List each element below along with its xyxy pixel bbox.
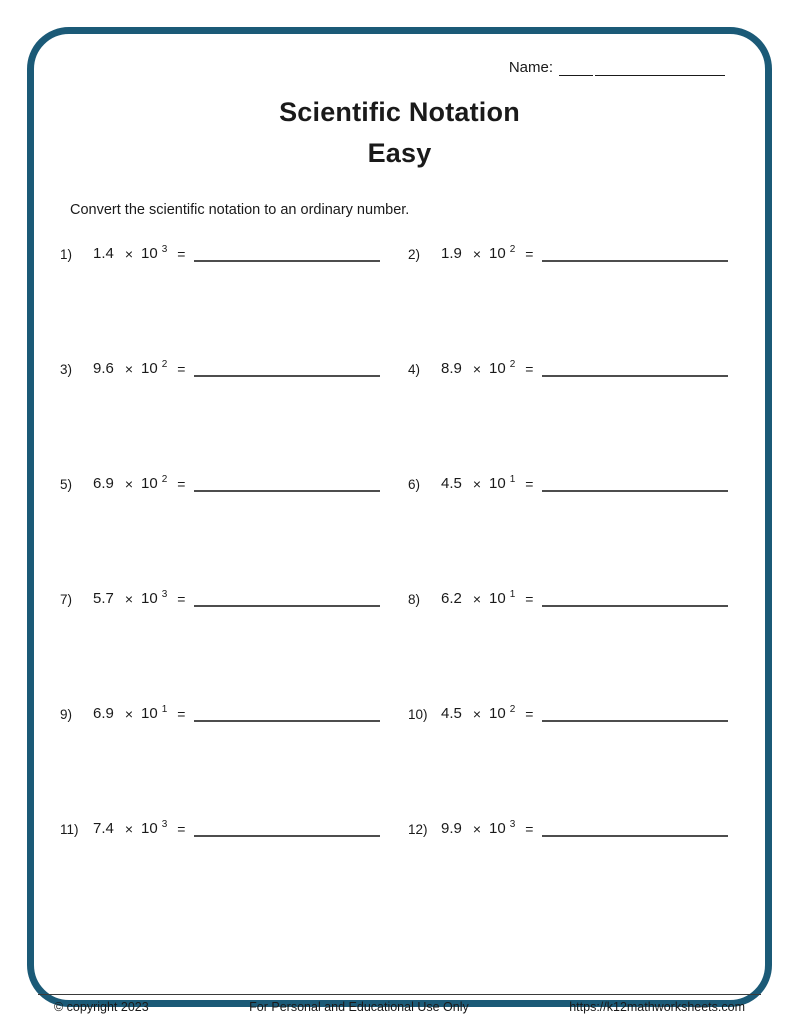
base-ten: 10: [489, 590, 506, 607]
problem-2: [408, 242, 728, 262]
base-ten: 10: [141, 590, 158, 607]
base-ten: 10: [141, 360, 158, 377]
exponent: 3: [509, 819, 516, 830]
coefficient: 9.9: [441, 820, 462, 837]
exponent: 3: [161, 589, 168, 600]
base-ten: 10: [489, 360, 506, 377]
coefficient: 4.5: [441, 475, 462, 492]
problem-8: [408, 587, 728, 607]
coefficient: 9.6: [93, 360, 114, 377]
problem-9: [60, 702, 380, 722]
multiplication-sign: ×: [124, 706, 134, 722]
multiplication-sign: ×: [472, 246, 482, 262]
base-ten: 10: [141, 820, 158, 837]
problem-12: [408, 817, 728, 837]
multiplication-sign: ×: [472, 591, 482, 607]
equals-sign: =: [525, 591, 534, 607]
exponent: 2: [161, 474, 168, 485]
exponent: 2: [509, 704, 516, 715]
multiplication-sign: ×: [124, 246, 134, 262]
problem-number: 12): [408, 822, 428, 837]
problem-7: [60, 587, 380, 607]
base-ten: 10: [489, 705, 506, 722]
coefficient: 1.4: [93, 245, 114, 262]
equals-sign: =: [177, 246, 186, 262]
problem-number: 1): [60, 247, 73, 262]
multiplication-sign: ×: [124, 476, 134, 492]
multiplication-sign: ×: [124, 821, 134, 837]
answer-blank-line: [542, 591, 728, 607]
title-line-2: Easy: [367, 138, 432, 168]
problem-number: 8): [408, 592, 421, 607]
exponent: 1: [509, 589, 516, 600]
equals-sign: =: [525, 361, 534, 377]
multiplication-sign: ×: [124, 591, 134, 607]
answer-blank-line: [194, 591, 380, 607]
base-ten: 10: [141, 245, 158, 262]
problem-number: 3): [60, 362, 73, 377]
exponent: 2: [509, 244, 516, 255]
answer-blank-line: [194, 246, 380, 262]
name-blank-line: [595, 58, 725, 76]
multiplication-sign: ×: [472, 706, 482, 722]
multiplication-sign: ×: [472, 476, 482, 492]
equals-sign: =: [177, 591, 186, 607]
problem-6: [408, 472, 728, 492]
coefficient: 7.4: [93, 820, 114, 837]
equals-sign: =: [525, 821, 534, 837]
title-line-1: Scientific Notation: [279, 97, 520, 127]
coefficient: 6.9: [93, 475, 114, 492]
base-ten: 10: [489, 245, 506, 262]
problem-number: 4): [408, 362, 421, 377]
equals-sign: =: [525, 476, 534, 492]
name-blank-line: [559, 58, 593, 76]
base-ten: 10: [489, 475, 506, 492]
multiplication-sign: ×: [472, 361, 482, 377]
coefficient: 6.9: [93, 705, 114, 722]
problem-number: 6): [408, 477, 421, 492]
exponent: 2: [161, 359, 168, 370]
answer-blank-line: [542, 821, 728, 837]
name-row: [34, 58, 725, 76]
problem-1: [60, 242, 380, 262]
coefficient: 8.9: [441, 360, 462, 377]
exponent: 2: [509, 359, 516, 370]
equals-sign: =: [525, 246, 534, 262]
footer: [38, 994, 761, 1014]
answer-blank-line: [542, 246, 728, 262]
instruction-text: Convert the scientific notation to an ordinary number.: [70, 202, 410, 218]
worksheet-title: [34, 92, 765, 174]
coefficient: 6.2: [441, 590, 462, 607]
website-url: https://k12mathworksheets.com: [569, 1000, 745, 1014]
answer-blank-line: [194, 476, 380, 492]
exponent: 3: [161, 244, 168, 255]
worksheet-border-frame: [27, 27, 772, 1014]
worksheet-page: [34, 58, 765, 1024]
problem-4: [408, 357, 728, 377]
problem-5: [60, 472, 380, 492]
base-ten: 10: [141, 705, 158, 722]
answer-blank-line: [542, 706, 728, 722]
answer-blank-line: [194, 821, 380, 837]
problem-number: 9): [60, 707, 73, 722]
footer-text-row: [38, 995, 761, 1014]
exponent: 1: [509, 474, 516, 485]
multiplication-sign: ×: [472, 821, 482, 837]
problem-3: [60, 357, 380, 377]
problem-number: 2): [408, 247, 421, 262]
coefficient: 5.7: [93, 590, 114, 607]
problem-11: [60, 817, 380, 837]
exponent: 3: [161, 819, 168, 830]
base-ten: 10: [141, 475, 158, 492]
multiplication-sign: ×: [124, 361, 134, 377]
problem-number: 10): [408, 707, 428, 722]
equals-sign: =: [177, 361, 186, 377]
equals-sign: =: [177, 706, 186, 722]
answer-blank-line: [194, 706, 380, 722]
problem-number: 5): [60, 477, 73, 492]
problem-number: 7): [60, 592, 73, 607]
problems-grid: [60, 242, 728, 837]
coefficient: 1.9: [441, 245, 462, 262]
equals-sign: =: [525, 706, 534, 722]
answer-blank-line: [542, 476, 728, 492]
copyright-text: © copyright 2023: [54, 1000, 149, 1014]
usage-text: For Personal and Educational Use Only: [249, 1000, 469, 1014]
equals-sign: =: [177, 476, 186, 492]
equals-sign: =: [177, 821, 186, 837]
answer-blank-line: [194, 361, 380, 377]
coefficient: 4.5: [441, 705, 462, 722]
name-label: Name:: [508, 59, 553, 76]
problem-number: 11): [60, 822, 79, 837]
problem-10: [408, 702, 728, 722]
base-ten: 10: [489, 820, 506, 837]
exponent: 1: [161, 704, 168, 715]
answer-blank-line: [542, 361, 728, 377]
